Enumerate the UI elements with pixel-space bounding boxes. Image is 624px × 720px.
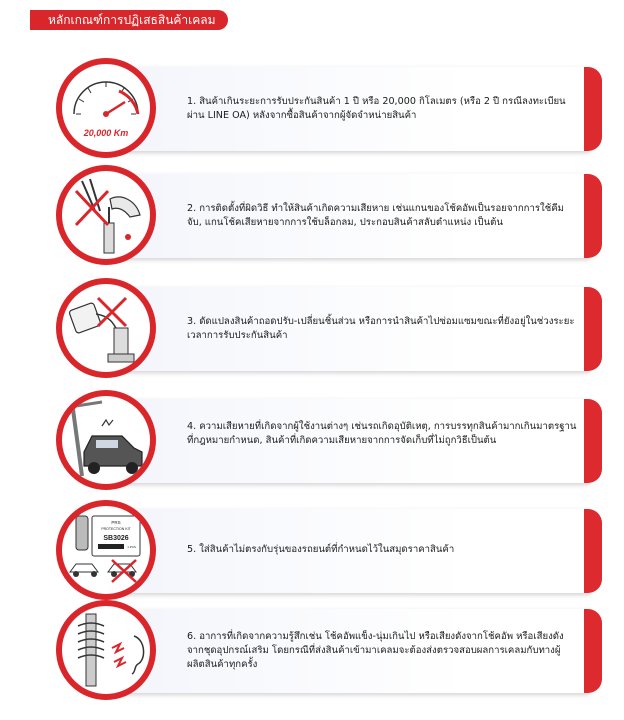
- fluid-shock-icon: [56, 278, 156, 378]
- rule-card-4: [56, 390, 604, 490]
- rule-card-5: [56, 500, 604, 600]
- rule-text: 5. ใส่สินค้าไม่ตรงกับรุ่นของรถยนต์ที่กำหนดไว้ในสมุดราคาสินค้า: [187, 544, 455, 555]
- rule-text: 6. อาการที่เกิดจากความรู้สึกเช่น โช้คอัพแข็ง-นุ่มเกินไป หรือเสียงดังจากโช้คอัพ หรือเสียงดังจากชุดอุปกรณ์เสริม โดยกรณีที่ส่งสินค้าเข้ามาเคลมจะต้องส่งตรวจสอบผลการเคลมกับทางผู้ผลิตสินค้าทุกครั้ง: [187, 631, 564, 670]
- coil-spring-ear-icon: [56, 600, 156, 700]
- rule-card-2: [56, 165, 604, 265]
- rule-card-6: [56, 600, 604, 700]
- pliers-shock-icon: [56, 165, 156, 265]
- label-subtitle: PROTECTION KIT: [101, 527, 131, 531]
- rule-tab: [584, 287, 602, 371]
- rule-tab: [584, 67, 602, 151]
- rule-text: 2. การติดตั้งที่ผิดวิธี ทำให้สินค้าเกิดความเสียหาย เช่นแกนของโช้คอัพเป็นรอยจากการใช้คีมจับ, แกนโช้คเสียหายจากการใช้บล็อกลม, ประกอบสินค้าสลับตำแหน่ง เป็นต้น: [187, 203, 564, 228]
- product-label-icon: [56, 500, 156, 600]
- label-count: 1 PCS.: [127, 545, 137, 549]
- label-brand: PRS: [111, 520, 121, 525]
- rule-tab: [584, 399, 602, 483]
- rule-text: 1. สินค้าเกินระยะการรับประกันสินค้า 1 ปี หรือ 20,000 กิโลเมตร (หรือ 2 ปี กรณีลงทะเบียนผ่าน LINE OA) หลังจากซื้อสินค้าจากผู้จัดจำหน่ายสินค้า: [187, 96, 566, 121]
- speedometer-icon: [56, 58, 156, 158]
- page-title: หลักเกณฑ์การปฏิเสธสินค้าเคลม: [48, 13, 216, 27]
- rule-card-3: [56, 278, 604, 378]
- rule-text: 3. ดัดแปลงสินค้าถอดปรับ-เปลี่ยนชิ้นส่วน หรือการนำสินค้าไปซ่อมแซมขณะที่ยังอยู่ในช่วงระยะเวลาการรับประกันสินค้า: [187, 316, 575, 341]
- odometer-label: 20,000 Km: [83, 128, 129, 138]
- rule-tab: [584, 174, 602, 258]
- rule-card-1: [56, 58, 604, 158]
- rule-text: 4. ความเสียหายที่เกิดจากผู้ใช้งานต่างๆ เช่นรถเกิดอุบัติเหตุ, การบรรทุกสินค้ามากเกินมาตรฐานที่กฎหมายกำหนด, สินค้าที่เกิดความเสียหายจากการจัดเก็บที่ไม่ถูกวิธีเป็นต้น: [187, 421, 577, 446]
- rule-tab: [584, 609, 602, 693]
- rule-tab: [584, 509, 602, 593]
- label-part-number: SB3026: [103, 535, 129, 542]
- crashed-car-icon: [56, 390, 156, 490]
